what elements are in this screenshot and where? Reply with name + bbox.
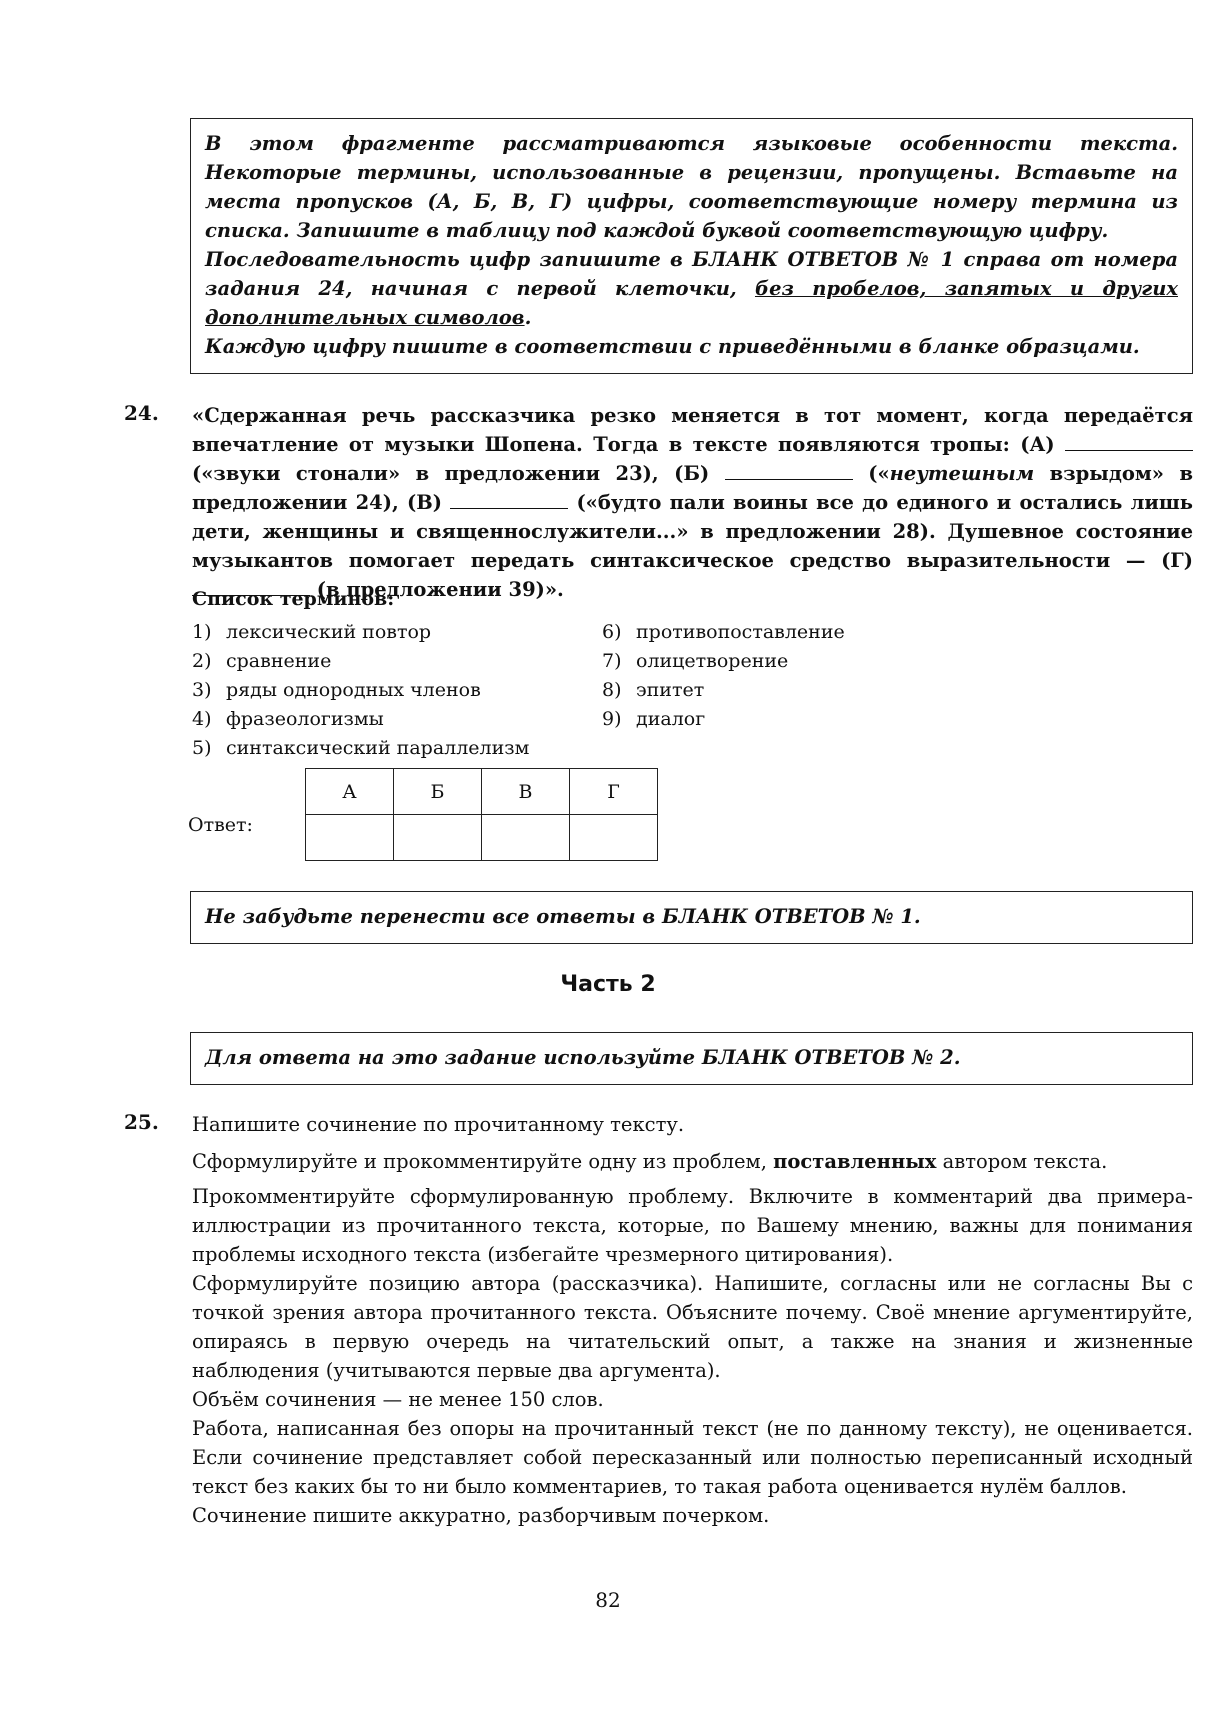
task-25-p7: Сочинение пишите аккуратно, разборчивым почерком. xyxy=(192,1504,770,1527)
instruction-text-1: В этом фрагменте рассматриваются языковые особенности текста. Некоторые термины, использованные в рецензии, пропущены. Вставьте на места пропусков (А, Б, В, Г) цифры, соответствующие номеру термина из списка. Запишите в таблицу под каждой буквой соответствующую цифру. xyxy=(205,132,1178,242)
answer-cell-v[interactable] xyxy=(482,815,570,861)
term-item: 4) фразеологизмы xyxy=(192,708,384,730)
part-2-note: Для ответа на это задание используйте БЛАНК ОТВЕТОВ № 2. xyxy=(205,1046,961,1069)
term-item: 8) эпитет xyxy=(602,679,705,701)
term-item: 5) синтаксический параллелизм xyxy=(192,737,530,759)
task-25-text xyxy=(192,1110,1193,1530)
task-25-number: 25. xyxy=(124,1110,159,1134)
answer-header-b: Б xyxy=(394,769,482,815)
instruction-box xyxy=(190,118,1193,374)
terms-list-col1 xyxy=(192,618,529,763)
part-2-title: Часть 2 xyxy=(560,972,656,997)
task-24-number: 24. xyxy=(124,401,159,425)
instruction-underlined: без пробелов, запятых и других дополнительных символов xyxy=(205,277,1178,329)
term-item: 7) олицетворение xyxy=(602,650,789,672)
task-25-p2: Сформулируйте и прокомментируйте одну из проблем, поставленных автором текста. xyxy=(192,1150,1108,1173)
term-item: 1) лексический повтор xyxy=(192,621,432,643)
task-25-p1: Напишите сочинение по прочитанному тексту. xyxy=(192,1113,685,1136)
answer-table xyxy=(305,768,658,861)
answer-cell-b[interactable] xyxy=(394,815,482,861)
blank-v xyxy=(450,507,568,509)
blank-b xyxy=(725,478,853,480)
part-2-note-box xyxy=(190,1032,1193,1085)
answer-cell-a[interactable] xyxy=(306,815,394,861)
term-item: 6) противопоставление xyxy=(602,621,845,643)
instruction-text-3: Каждую цифру пишите в соответствии с приведёнными в бланке образцами. xyxy=(205,335,1140,358)
task-25-p4: Сформулируйте позицию автора (рассказчика). Напишите, согласны или не согласны Вы с точкой зрения автора прочитанного текста. Объясните почему. Своё мнение аргументируйте, опираясь в первую очередь на читательский опыт, а также на знания и жизненные наблюдения (учитываются первые два аргумента). xyxy=(192,1272,1193,1382)
instruction-text-2: Последовательность цифр запишите в БЛАНК ОТВЕТОВ № 1 справа от номера задания 24, начиная с первой клеточки, без пробелов, запятых и других дополнительных символов. xyxy=(205,248,1178,329)
answer-header-g: Г xyxy=(570,769,658,815)
task-24-text: «Сдержанная речь рассказчика резко меняется в тот момент, когда передаётся впечатление от музыки Шопена. Тогда в тексте появляются тропы: (А) («звуки стонали» в предложении 23), (Б) («неутешным взрыдом» в предложении 24), (В) («будто пали воины все до единого и остались лишь дети, женщины и священнослужители...» в предложении 28). Душевное состояние музыкантов помогает передать синтаксическое средство выразительности — (Г) (в предложении 39)». xyxy=(192,404,1194,601)
blank-a xyxy=(1065,449,1193,451)
reminder-text: Не забудьте перенести все ответы в БЛАНК ОТВЕТОВ № 1. xyxy=(205,905,921,928)
term-item: 3) ряды однородных членов xyxy=(192,679,481,701)
terms-list-col2 xyxy=(602,618,845,734)
task-25-p3: Прокомментируйте сформулированную проблему. Включите в комментарий два примера-иллюстрации из прочитанного текста, которые, по Вашему мнению, важны для понимания проблемы исходного текста (избегайте чрезмерного цитирования). xyxy=(192,1185,1193,1266)
term-item: 2) сравнение xyxy=(192,650,332,672)
answer-cell-g[interactable] xyxy=(570,815,658,861)
reminder-box xyxy=(190,891,1193,944)
terms-title: Список терминов: xyxy=(192,588,395,610)
answer-header-v: В xyxy=(482,769,570,815)
answer-label: Ответ: xyxy=(188,814,253,836)
task-25-p6: Работа, написанная без опоры на прочитанный текст (не по данному тексту), не оценивается. Если сочинение представляет собой пересказанный или полностью переписанный исходный текст без каких бы то ни было комментариев, то такая работа оценивается нулём баллов. xyxy=(192,1417,1193,1498)
page-number: 82 xyxy=(595,1588,621,1612)
term-item: 9) диалог xyxy=(602,708,706,730)
answer-header-a: А xyxy=(306,769,394,815)
task-25-p5: Объём сочинения — не менее 150 слов. xyxy=(192,1388,604,1411)
